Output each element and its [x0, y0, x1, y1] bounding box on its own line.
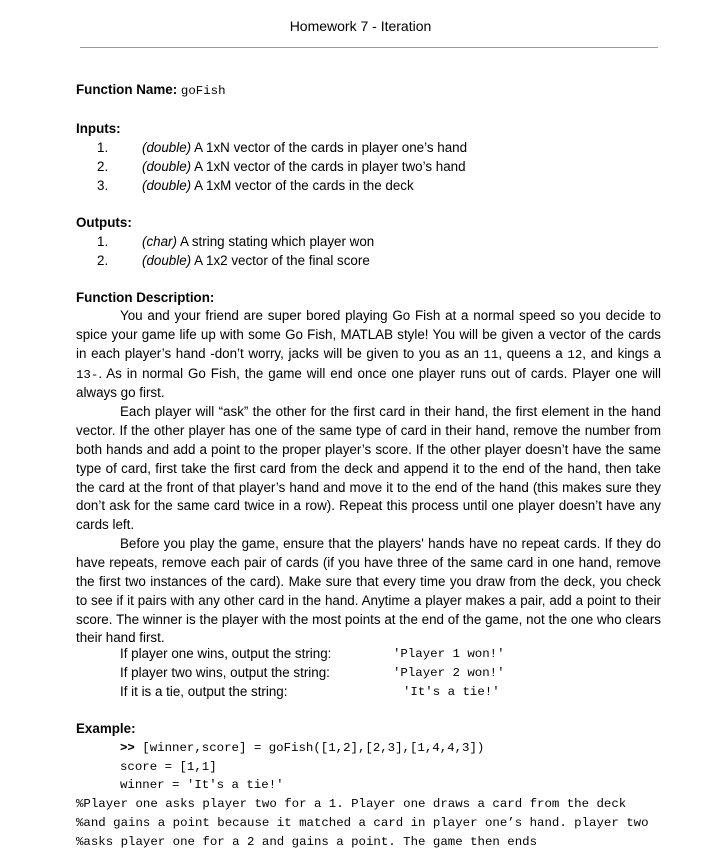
example-score-output: score = [1,1]: [120, 760, 217, 774]
outcome-row: If it is a tie, output the string: 'It's a tie!': [120, 684, 500, 699]
description-heading: Function Description:: [76, 290, 215, 305]
header-divider: [80, 47, 658, 48]
description-paragraph: Before you play the game, ensure that the players' hands have no repeat cards. If they do have repeats, remove each pair of cards (if you have three of the same card in one hand, remove the first two instances of the card). Make sure that every time you draw from the deck, you check to see if it pairs with any other card in the hand. Anytime a player makes a pair, add a point to their score. The winner is the player with the most points at the end of the game, not the one who clears their hand first.: [76, 536, 661, 646]
inputs-heading: Inputs:: [76, 121, 121, 136]
function-name-label: Function Name:: [76, 82, 178, 97]
outcome-row: If player one wins, output the string: 'Player 1 won!': [120, 646, 505, 661]
page-header: Homework 7 - Iteration: [289, 18, 432, 34]
example-heading: Example:: [76, 721, 136, 736]
description-paragraph: You and your friend are super bored playing Go Fish at a normal speed so you decide to spice your game life up with some Go Fish, MATLAB style! You will be given a vector of the cards in each player’s hand -don’t worry, jacks will be given to you as an 11, queens a 12, and kings a 13-. As in normal Go Fish, the game will end once one player runs out of cards. Player one will always go first.: [76, 308, 661, 401]
input-item: 1. (double) A 1xN vector of the cards in player one’s hand: [97, 140, 468, 155]
description-body: [76, 307, 661, 648]
description-paragraph: Each player will “ask” the other for the first card in their hand, the first element in the hand vector. If the other player has one of the same type of card in their hand, remove the number from both hands and add a point to the proper player’s score. If the other player doesn’t have the same type of card, first take the first card from the deck and append it to the end of the hand, then take the card at the front of that player’s hand and move it to the end of the hand (this makes sure they don’t ask for the same card twice in a row). Repeat this process until one player doesn’t have any cards left.: [76, 404, 661, 533]
example-comment: %and gains a point because it matched a card in player one’s hand. player two: [76, 816, 649, 830]
example-comment: %Player one asks player two for a 1. Player one draws a card from the deck: [76, 797, 627, 811]
output-item: 2. (double) A 1x2 vector of the final score: [97, 253, 370, 268]
example-command: >> [winner,score] = goFish([1,2],[2,3],[1,4,4,3]): [120, 741, 485, 755]
output-item: 1. (char) A string stating which player won: [97, 234, 375, 249]
function-name-line: [76, 82, 226, 98]
outputs-heading: Outputs:: [76, 215, 132, 230]
outcome-row: If player two wins, output the string: 'Player 2 won!': [120, 665, 505, 680]
example-comment: %asks player one for a 2 and gains a point. The game then ends: [76, 835, 538, 849]
input-item: 2. (double) A 1xN vector of the cards in player two’s hand: [97, 159, 466, 174]
function-name-value: goFish: [180, 84, 226, 98]
input-item: 3. (double) A 1xM vector of the cards in the deck: [97, 178, 414, 193]
example-winner-output: winner = 'It's a tie!': [120, 778, 284, 792]
